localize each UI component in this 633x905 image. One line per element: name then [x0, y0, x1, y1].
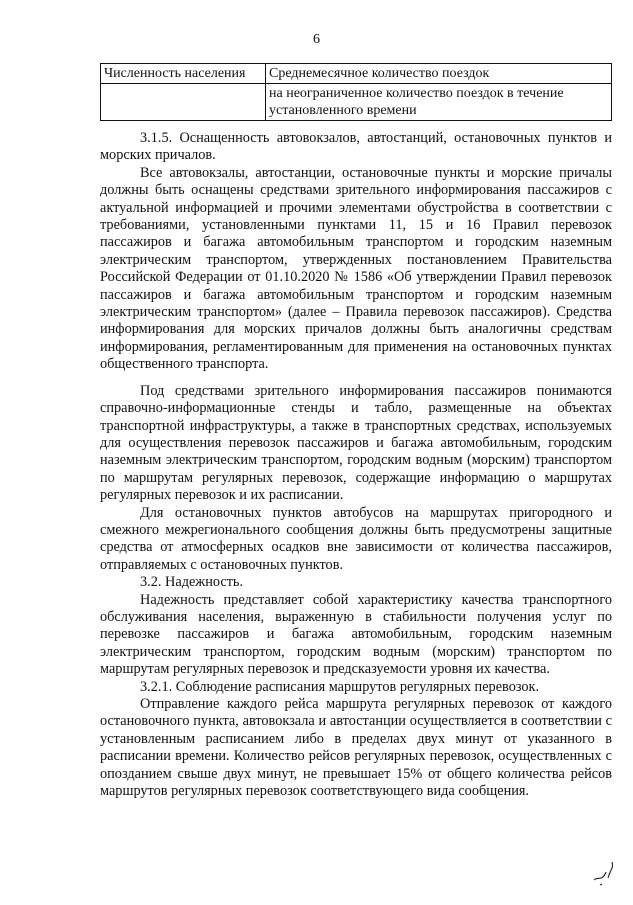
page-number: 6 — [313, 32, 320, 47]
document-body — [100, 130, 612, 800]
table-cell — [101, 84, 266, 121]
table-header-cell: Численность населения — [101, 64, 266, 84]
paragraph: Под средствами зрительного информирования пассажиров понимаются справочно-информационные стенды и табло, размещенные на объектах транспортной инфраструктуры, а также в транспортных средствах, используемых для осуществления перевозок пассажиров и багажа автомобильным, городским наземным электрическим транспортом, городским водным (морским) транспортом по маршрутам регулярных перевозок, содержащие информацию о маршрутах регулярных перевозок и их расписании. — [100, 382, 612, 504]
paragraph: Отправление каждого рейса маршрута регулярных перевозок от каждого остановочного пункта, автовокзала и автостанции осуществляется в соответствии с установленным расписанием либо в пределах двух минут от указанного в расписании времени. Количество рейсов регулярных перевозок, осуществленных с опозданием свыше двух минут, не превышает 15% от общего количества рейсов маршрутов регулярных перевозок соответствующего вида сообщения. — [100, 696, 612, 800]
table-header-row — [101, 64, 612, 84]
table-header-cell: Среднемесячное количество поездок — [266, 64, 612, 84]
section-heading-3-2: 3.2. Надежность. — [140, 574, 244, 591]
table-cell: на неограниченное количество поездок в течение установленного времени — [266, 84, 612, 121]
table-row — [101, 84, 612, 121]
paragraph: Для остановочных пунктов автобусов на маршрутах пригородного и смежного межрегионального сообщения должны быть предусмотрены защитные средства от атмосферных осадков вне зависимости от количества пассажиров, отправляемых с остановочных пунктов. — [100, 504, 612, 573]
paragraph: Все автовокзалы, автостанции, остановочные пункты и морские причалы должны быть оснащены средствами зрительного информирования пассажиров с актуальной информацией и прочими элементами обустройства в соответствии с требованиями, установленными пунктами 11, 15 и 16 Правил перевозок пассажиров и багажа автомобильным транспортом и городским наземным электрическим транспортом, утвержденных постановлением Правительства Российской Федерации от 01.10.2020 № 1586 «Об утверждении Правил перевозок пассажиров и багажа автомобильным транспортом и городским наземным электрическим транспортом» (далее – Правила перевозок пассажиров). Средства информирования для морских причалов должны быть аналогичны средствам информирования, регламентированным для применения на остановочных пунктах общественного транспорта. — [100, 164, 612, 373]
population-trips-table — [100, 63, 612, 121]
paragraph: Надежность представляет собой характеристику качества транспортного обслуживания населения, выраженную в стабильности получения услуг по перевозке пассажиров и багажа автомобильным, городским наземным электрическим транспортом, городским водным (морским) транспортом по маршрутам регулярных перевозок и предсказуемости уровня их качества. — [100, 591, 612, 678]
section-heading-3-1-5: 3.1.5. Оснащенность автовокзалов, автостанций, остановочных пунктов и морских причалов. — [100, 130, 612, 164]
handwritten-initials-mark — [590, 858, 618, 888]
section-heading-3-2-1: 3.2.1. Соблюдение расписания маршрутов регулярных перевозок. — [140, 678, 540, 695]
